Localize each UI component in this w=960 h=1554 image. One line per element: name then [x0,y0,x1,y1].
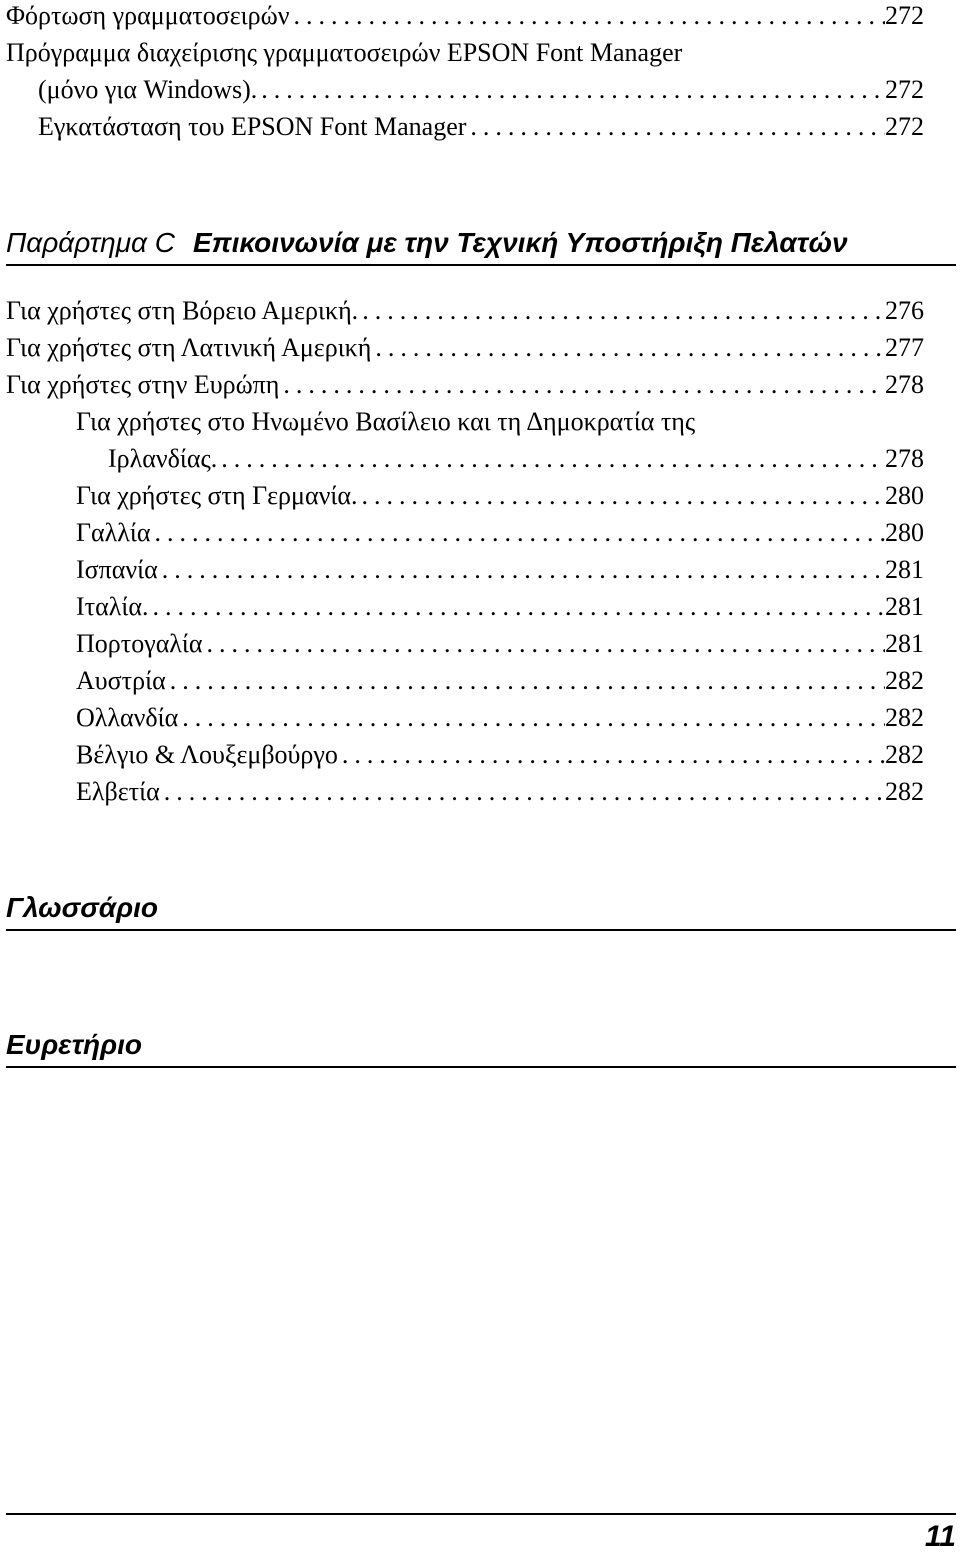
toc-entry-text: Φόρτωση γραμματοσειρών [6,1,290,30]
toc-entry-europe[interactable] [6,366,924,403]
toc-entry-italy[interactable] [76,588,924,625]
toc-page-number: 282 [885,666,924,695]
toc-page-number: 272 [885,1,924,30]
toc-entry-netherlands[interactable] [76,699,924,736]
toc-page-number: 282 [885,740,924,769]
toc-entry-font-manager[interactable] [6,34,924,71]
toc-leader-dots [150,514,885,551]
toc-page-number: 272 [885,75,924,104]
toc-entry-font-manager-continued[interactable] [38,71,924,108]
toc-entry-install-font-manager[interactable] [38,108,924,145]
toc-entry-switzerland[interactable] [76,773,924,810]
toc-leader-dots [279,366,885,403]
appendix-title: Επικοινωνία με την Τεχνική Υποστήριξη Πελατών [193,227,848,258]
toc-entry-austria[interactable] [76,662,924,699]
page-number: 11 [924,1520,956,1553]
toc-entry-text: Γαλλία [76,518,151,547]
toc-entry-latin-america[interactable] [6,329,924,366]
toc-leader-dots [257,71,885,108]
toc-leader-dots [148,588,885,625]
toc-entry-portugal[interactable] [76,625,924,662]
toc-entry-text: Για χρήστες στη Γερμανία. [76,481,358,510]
toc-entry-france[interactable] [76,514,924,551]
toc-leader-dots [166,662,885,699]
toc-page-number: 280 [885,518,924,547]
toc-page-number: 281 [885,629,924,658]
toc-page-number: 281 [885,592,924,621]
toc-entry-text: Πορτογαλία [76,629,203,658]
toc-page-number: 280 [885,481,924,510]
toc-page-number: 282 [885,703,924,732]
toc-leader-dots [371,329,885,366]
toc-entry-text: Ολλανδία [76,703,179,732]
toc-page-number: 278 [885,444,924,473]
toc-leader-dots [289,0,885,34]
toc-entry-text: Αυστρία [76,666,166,695]
toc-leader-dots [178,699,885,736]
footer-rule [6,1513,956,1515]
appendix-c-heading[interactable] [6,226,956,266]
toc-page-number: 281 [885,555,924,584]
toc-leader-dots [357,477,885,514]
toc-entry-germany[interactable] [76,477,924,514]
toc-page-number: 277 [885,333,924,362]
toc-entry-text: Εγκατάσταση του EPSON Font Manager [38,112,467,141]
toc-page-number: 276 [885,296,924,325]
toc-entry-text: Για χρήστες στην Ευρώπη [6,370,280,399]
toc-entry-uk-ireland-continued[interactable] [108,440,924,477]
toc-leader-dots [217,440,885,477]
toc-leader-dots [466,108,885,145]
appendix-label: Παράρτημα C [6,227,176,258]
toc-entry-text: Ιρλανδίας. [108,444,218,473]
glossary-heading[interactable] [6,891,956,931]
toc-entry-text: Ιταλία. [76,592,149,621]
toc-page-number: 278 [885,370,924,399]
toc-entry-text: Ισπανία [76,555,158,584]
toc-leader-dots [160,773,885,810]
toc-leader-dots [203,625,885,662]
toc-entry-text: Για χρήστες στη Βόρειο Αμερική. [6,296,359,325]
toc-page-number: 272 [885,112,924,141]
toc-leader-dots [158,551,885,588]
toc-entry-text: Για χρήστες στο Ηνωμένο Βασίλειο και τη Δημοκρατία της [76,407,696,436]
toc-entry-text: Ελβετία [76,777,160,806]
toc-entry-font-loading[interactable] [6,0,924,34]
toc-entry-spain[interactable] [76,551,924,588]
toc-entry-north-america[interactable] [6,292,924,329]
toc-entry-text: Για χρήστες στη Λατινική Αμερική [6,333,372,362]
toc-entry-text: Πρόγραμμα διαχείρισης γραμματοσειρών EPSON Font Manager [6,38,683,67]
index-heading[interactable] [6,1028,956,1068]
toc-leader-dots [338,736,885,773]
toc-entry-belgium-luxembourg[interactable] [76,736,924,773]
toc-entry-text: (μόνο για Windows). [38,75,258,104]
toc-entry-uk-ireland[interactable] [76,403,924,440]
glossary-title: Γλωσσάριο [6,892,158,923]
toc-page-number: 282 [885,777,924,806]
index-title: Ευρετήριο [6,1029,142,1060]
toc-leader-dots [358,292,885,329]
toc-entry-text: Βέλγιο & Λουξεμβούργο [76,740,338,769]
